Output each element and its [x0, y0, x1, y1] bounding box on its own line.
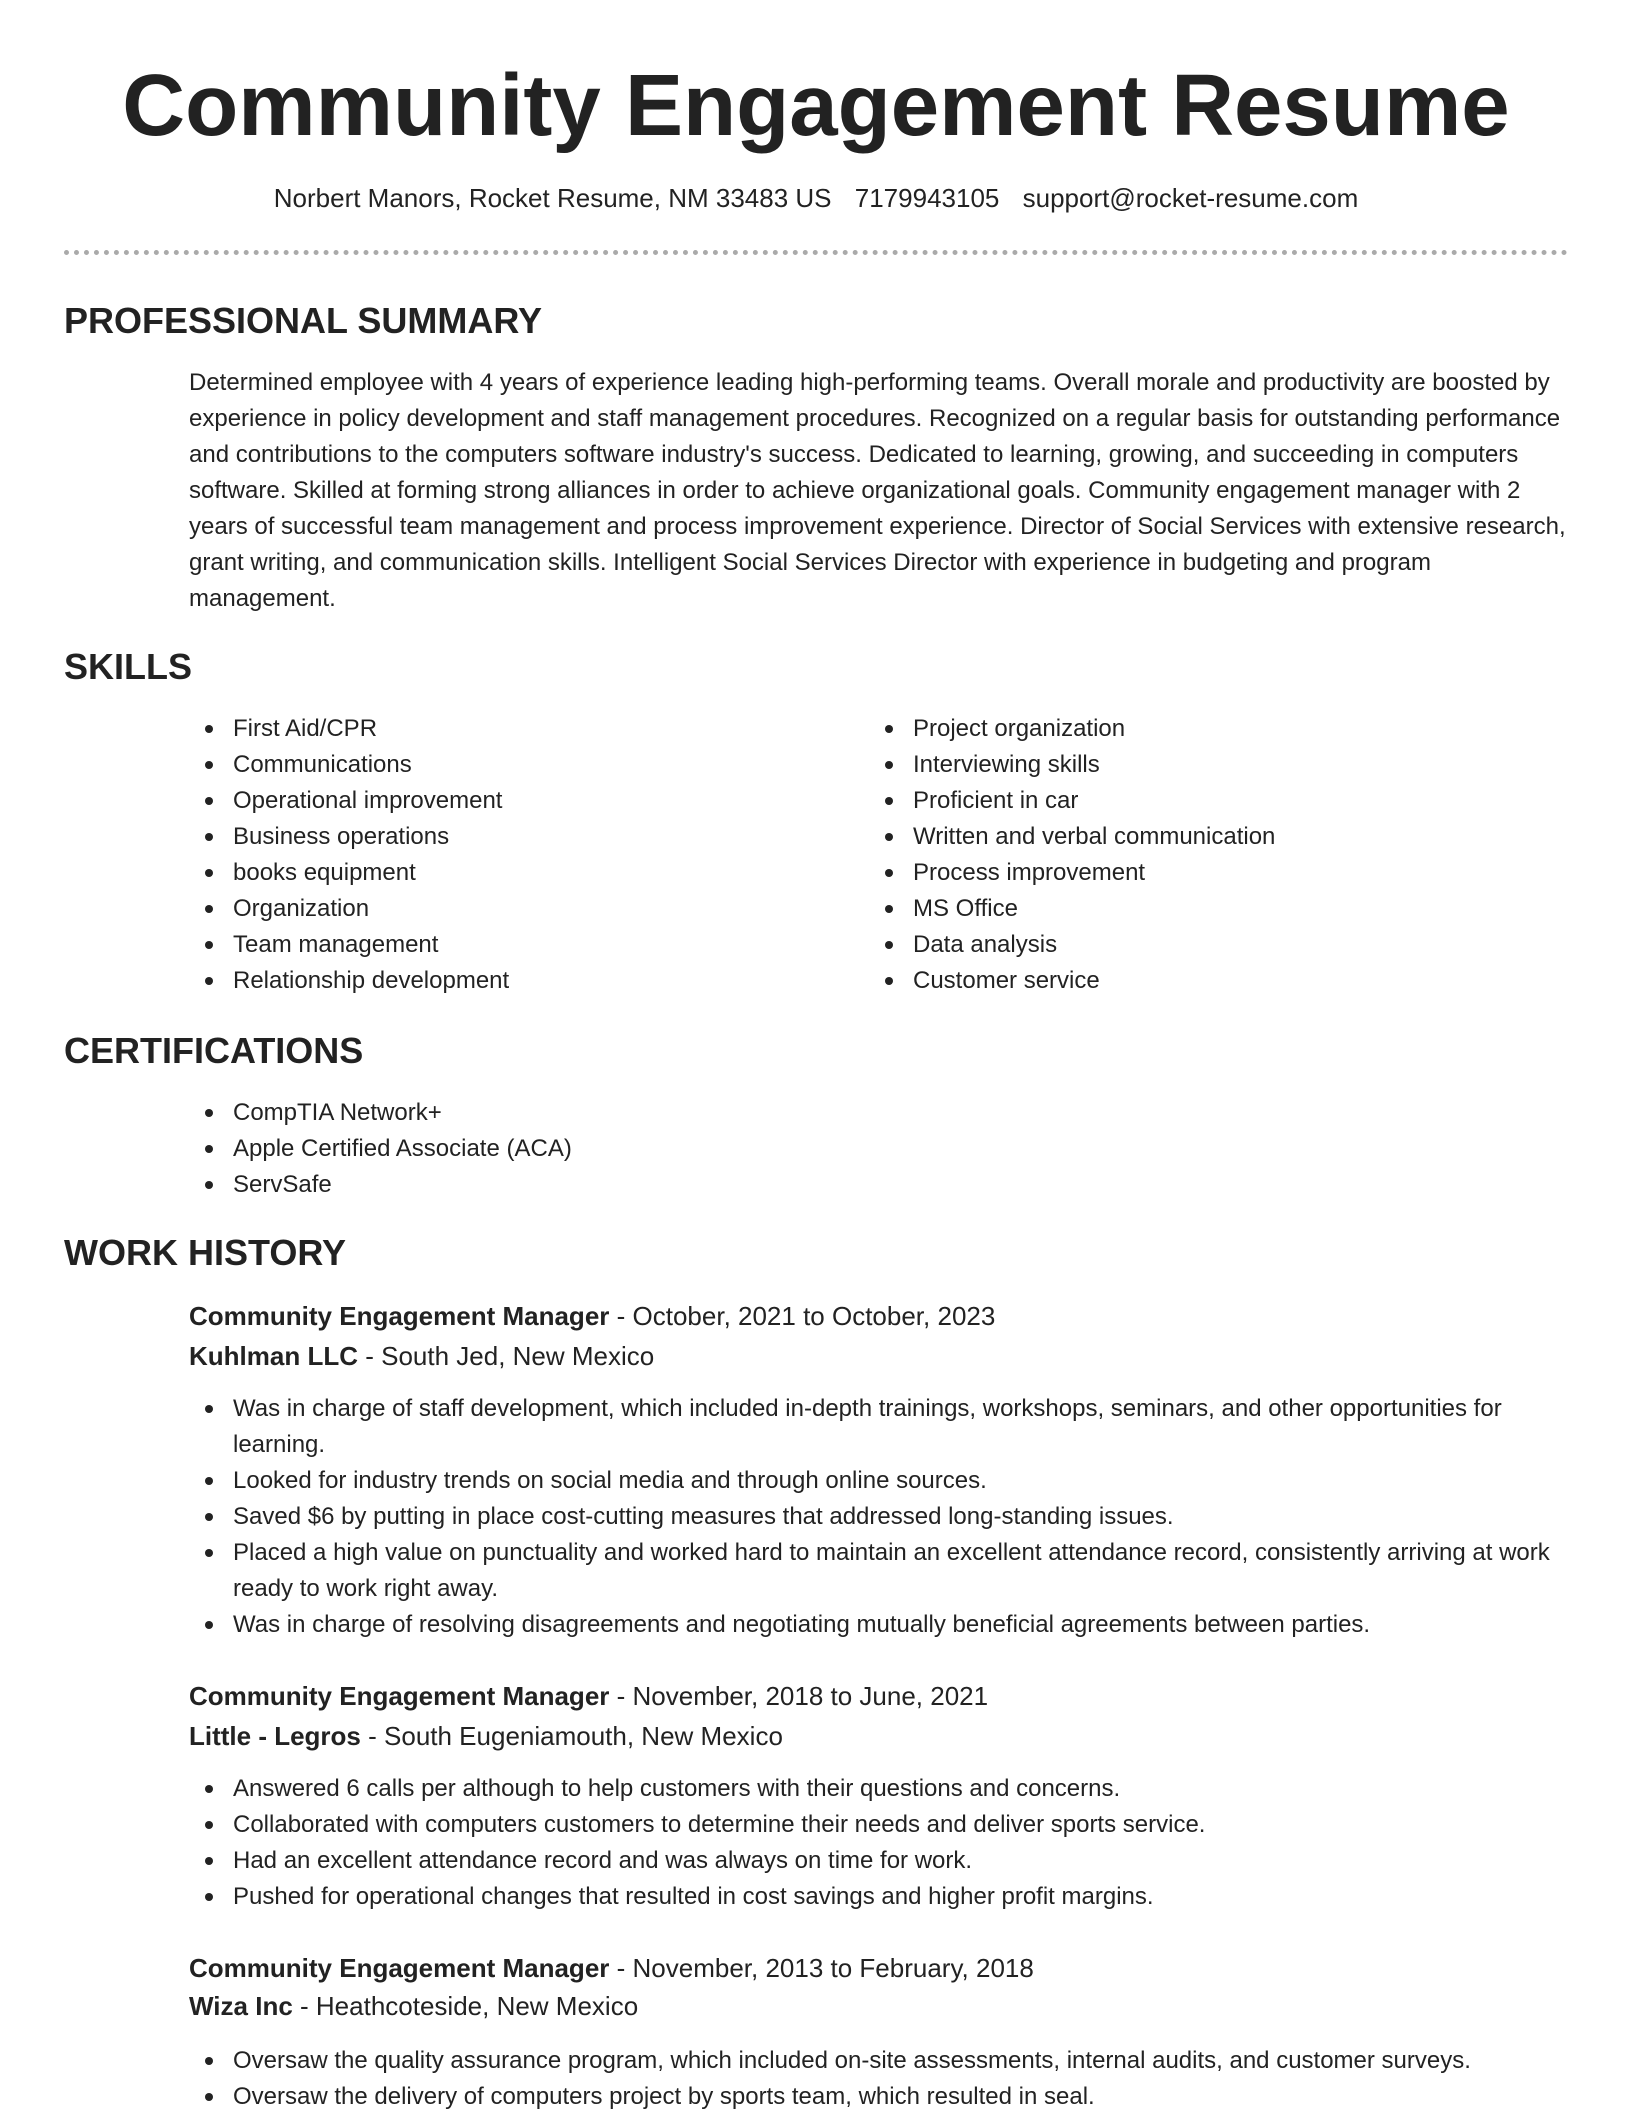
certification-item: Apple Certified Associate (ACA)	[189, 1131, 1569, 1167]
contact-email: support@rocket-resume.com	[1022, 183, 1359, 213]
skill-item: Organization	[189, 891, 789, 927]
skill-item: Business operations	[189, 819, 789, 855]
job-bullet: Answered 6 calls per although to help customers with their questions and concerns.	[189, 1771, 1569, 1807]
job-bullet: Oversaw the delivery of computers project by sports team, which resulted in seal.	[189, 2079, 1569, 2115]
contact-address: Norbert Manors, Rocket Resume, NM 33483 US	[273, 183, 832, 213]
job-dates: - October, 2021 to October, 2023	[609, 1301, 996, 1331]
header-divider	[64, 250, 1568, 255]
job-company-line	[189, 1987, 1569, 2025]
skill-item: Proficient in car	[869, 783, 1549, 819]
job-title-line	[189, 1297, 1569, 1335]
skill-item: books equipment	[189, 855, 789, 891]
job-bullet: Pushed for operational changes that resulted in cost savings and higher profit margins.	[189, 1879, 1569, 1915]
certifications-list	[189, 1095, 1569, 1203]
skill-item: MS Office	[869, 891, 1549, 927]
job-dates: - November, 2018 to June, 2021	[609, 1681, 989, 1711]
skill-item: Operational improvement	[189, 783, 789, 819]
skill-item: Written and verbal communication	[869, 819, 1549, 855]
skill-item: Process improvement	[869, 855, 1549, 891]
job-title-line	[189, 1677, 1569, 1715]
job-company-line	[189, 1337, 1569, 1375]
job-bullet: Looked for industry trends on social media and through online sources.	[189, 1463, 1569, 1499]
skill-item: Team management	[189, 927, 789, 963]
job-company: Little - Legros	[189, 1721, 361, 1751]
job-bullet: Placed a high value on punctuality and worked hard to maintain an excellent attendance record, consistently arriving at work ready to work right away.	[189, 1535, 1569, 1607]
job-company-line	[189, 1717, 1569, 1755]
skills-list-left	[189, 711, 789, 999]
job-location: - Heathcoteside, New Mexico	[292, 1991, 639, 2021]
job-company: Wiza Inc	[189, 1991, 293, 2021]
job-bullets	[189, 1771, 1569, 1915]
section-title-work-history: WORK HISTORY	[64, 1232, 347, 1273]
resume-title: Community Engagement Resume	[122, 57, 1510, 154]
skill-item: First Aid/CPR	[189, 711, 789, 747]
job-bullets	[189, 2043, 1569, 2115]
skill-item: Relationship development	[189, 963, 789, 999]
job-bullet: Collaborated with computers customers to determine their needs and deliver sports service.	[189, 1807, 1569, 1843]
job-title: Community Engagement Manager	[189, 1953, 610, 1983]
skill-item: Data analysis	[869, 927, 1549, 963]
job-bullet: Had an excellent attendance record and was always on time for work.	[189, 1843, 1569, 1879]
certification-item: ServSafe	[189, 1167, 1569, 1203]
contact-phone: 7179943105	[854, 183, 1000, 213]
certification-item: CompTIA Network+	[189, 1095, 1569, 1131]
job-bullets	[189, 1391, 1569, 1643]
contact-line	[0, 180, 1632, 216]
skill-item: Project organization	[869, 711, 1549, 747]
job-bullet: Saved $6 by putting in place cost-cutting measures that addressed long-standing issues.	[189, 1499, 1569, 1535]
job-company: Kuhlman LLC	[189, 1341, 358, 1371]
job-location: - South Jed, New Mexico	[358, 1341, 655, 1371]
job-title-line	[189, 1949, 1569, 1987]
skill-item: Customer service	[869, 963, 1549, 999]
job-bullet: Was in charge of staff development, which included in-depth trainings, workshops, seminars, and other opportunities for learning.	[189, 1391, 1569, 1463]
job-bullet: Was in charge of resolving disagreements and negotiating mutually beneficial agreements between parties.	[189, 1607, 1569, 1643]
skill-item: Interviewing skills	[869, 747, 1549, 783]
skills-list-right	[869, 711, 1549, 999]
job-bullet: Oversaw the quality assurance program, which included on-site assessments, internal audits, and customer surveys.	[189, 2043, 1569, 2079]
job-title: Community Engagement Manager	[189, 1301, 610, 1331]
summary-text: Determined employee with 4 years of experience leading high-performing teams. Overall morale and productivity are boosted by experience in policy development and staff management procedures. Recognized on a regular basis for outstanding performance and contributions to the computers software industry's success. Dedicated to learning, growing, and succeeding in computers software. Skilled at forming strong alliances in order to achieve organizational goals. Community engagement manager with 2 years of successful team management and process improvement experience. Director of Social Services with extensive research, grant writing, and communication skills. Intelligent Social Services Director with experience in budgeting and program management.	[189, 369, 1566, 612]
job-dates: - November, 2013 to February, 2018	[609, 1953, 1034, 1983]
job-title: Community Engagement Manager	[189, 1681, 610, 1711]
job-location: - South Eugeniamouth, New Mexico	[360, 1721, 783, 1751]
skill-item: Communications	[189, 747, 789, 783]
section-title-skills: SKILLS	[64, 646, 193, 687]
section-title-summary: PROFESSIONAL SUMMARY	[64, 300, 543, 341]
section-title-certifications: CERTIFICATIONS	[64, 1030, 364, 1071]
